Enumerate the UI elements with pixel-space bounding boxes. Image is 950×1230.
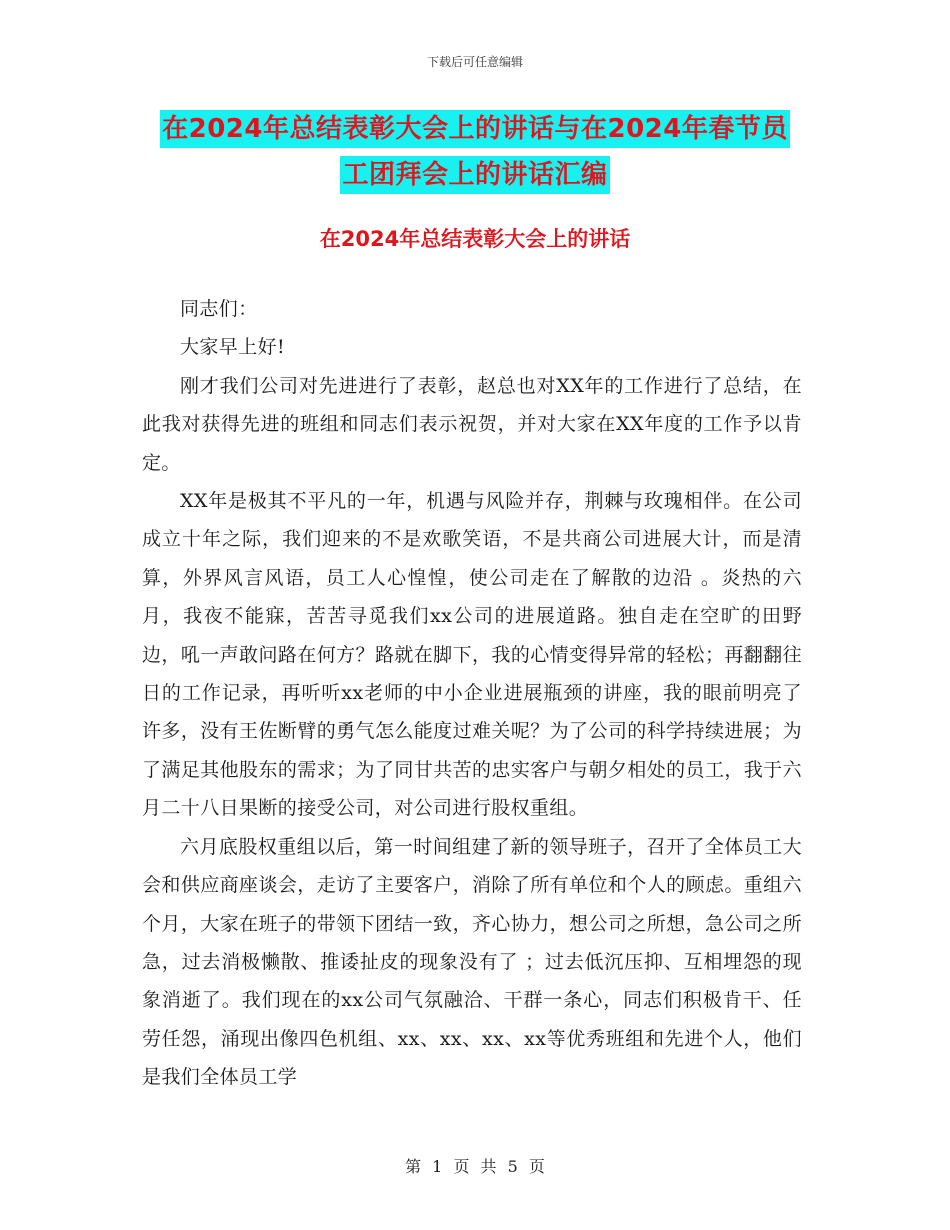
document-title-line-2: 工团拜会上的讲话汇编 xyxy=(340,156,609,194)
paragraph-greeting: 同志们： xyxy=(180,298,258,320)
section-title: 在2024年总结表彰大会上的讲话 xyxy=(319,227,631,251)
page-footer: 第 1 页 共 5 页 xyxy=(405,1157,545,1176)
document-title xyxy=(140,106,810,198)
header-note: 下载后可任意编辑 xyxy=(426,55,523,69)
paragraph: 刚才我们公司对先进进行了表彰，赵总也对XX年的工作进行了总结，在此我对获得先进的班组和同志们表示祝贺，并对大家在XX年度的工作予以肯定。 xyxy=(142,374,802,474)
paragraph: 六月底股权重组以后，第一时间组建了新的领导班子，召开了全体员工大会和供应商座谈会，走访了主要客户，消除了所有单位和个人的顾虑。重组六个月，大家在班子的带领下团结一致，齐心协力，想公司之所想，急公司之所急，过去消极懒散、推诿扯皮的现象没有了 ；过去低沉压抑、互相埋怨的现象消逝了。我们现在的xx公司气氛融洽、干群一条心，同志们积极肯干、任劳任怨，涌现出像四色机组、xx、xx、xx、xx等优秀班组和先进个人，他们是我们全体员工学 xyxy=(142,835,802,1089)
document-title-line-1: 在2024年总结表彰大会上的讲话与在2024年春节员 xyxy=(160,110,790,148)
document-body xyxy=(142,290,802,1097)
paragraph-salutation: 大家早上好! xyxy=(180,336,286,359)
paragraph: XX年是极其不平凡的一年，机遇与风险并存，荆棘与玫瑰相伴。在公司成立十年之际，我们迎来的不是欢歌笑语，不是共商公司进展大计，而是清算，外界风言风语，员工人心惶惶，使公司走在了解散的边沿 。炎热的六月，我夜不能寐，苦苦寻觅我们xx公司的进展道路。独自走在空旷的田野边，吼一声敢问路在何方？路就在脚下，我的心情变得异常的轻松；再翻翻往日的工作记录，再听听xx老师的中小企业进展瓶颈的讲座，我的眼前明亮了许多，没有王佐断臂的勇气怎么能度过难关呢？为了公司的科学持续进展；为了满足其他股东的需求；为了同甘共苦的忠实客户与朝夕相处的员工，我于六月二十八日果断的接受公司，对公司进行股权重组。 xyxy=(142,490,802,820)
